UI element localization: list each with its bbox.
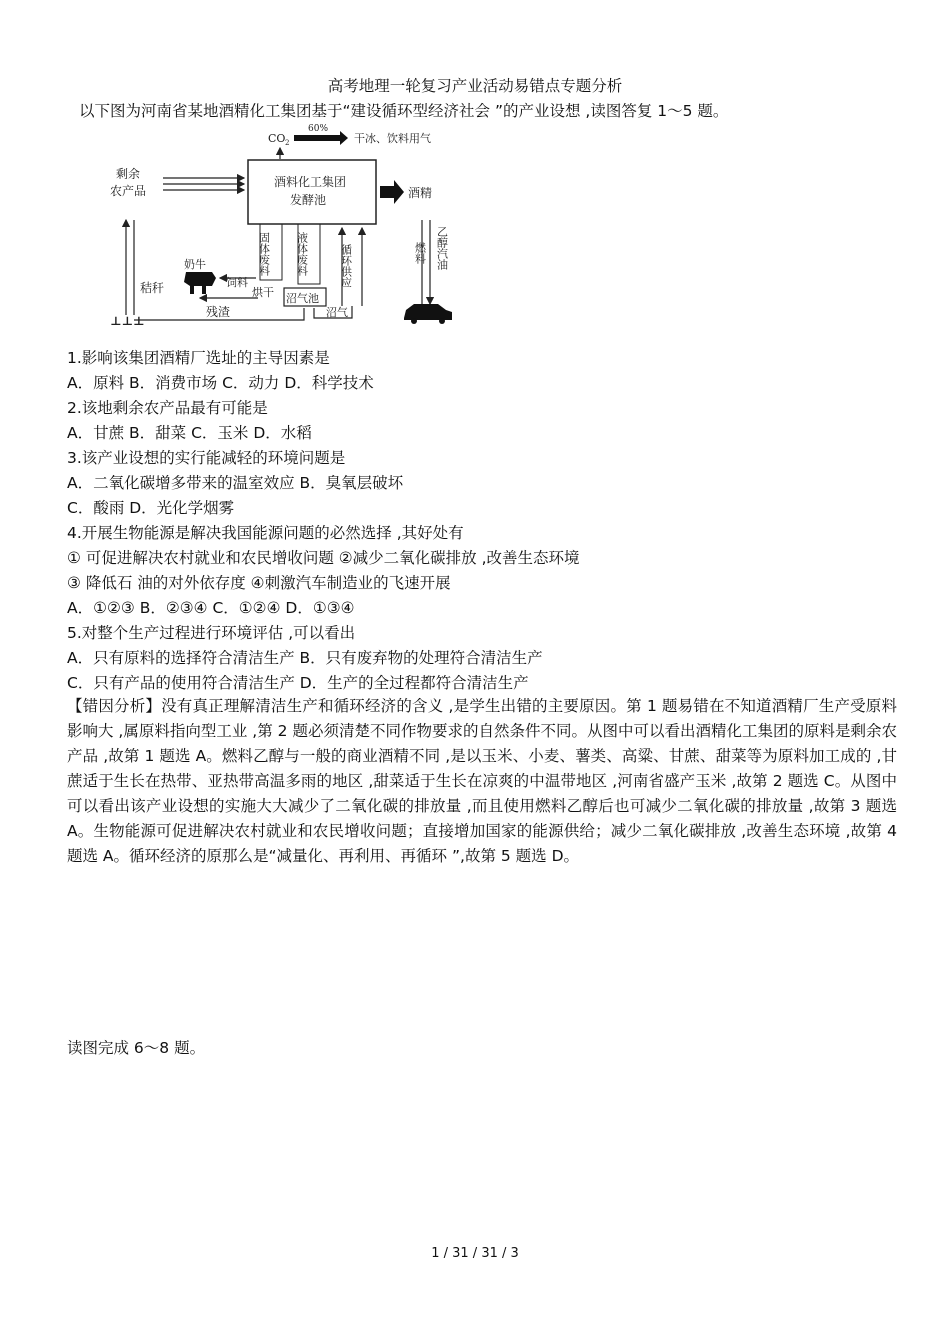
group-label-1: 酒料化工集团: [274, 175, 347, 189]
surplus-label-2: 农产品: [110, 184, 147, 198]
option-line: A．只有原料的选择符合清洁生产 B．只有废弃物的处理符合清洁生产: [67, 649, 543, 667]
option-line: A．①②③ B．②③④ C．①②④ D．①③④: [67, 599, 355, 617]
fermentation-box: [248, 160, 376, 224]
option-line: C．酸雨 D．光化学烟雾: [67, 499, 235, 517]
residue-label: 残渣: [206, 305, 231, 319]
circular-economy-diagram: [108, 120, 458, 330]
solid-waste-label: 固体废料: [257, 232, 271, 276]
question-line: 4.开展生物能源是解决我国能源问题的必然选择 ,其好处有: [67, 524, 464, 542]
cow-icon: [184, 272, 216, 294]
question-list: [67, 346, 897, 696]
cycle-supply-label: 循环供应: [339, 244, 353, 288]
statement-line: ① 可促进解决农村就业和农民增收问题 ②减少二氧化碳排放 ,改善生态环境: [67, 549, 580, 567]
cow-label: 奶牛: [184, 258, 206, 271]
drying-label: 烘干: [252, 286, 274, 299]
statement-line: ③ 降低石 油的对外依存度 ④刺激汽车制造业的飞速开展: [67, 574, 451, 592]
question-line: 1.影响该集团酒精厂选址的主导因素是: [67, 349, 330, 367]
alcohol-label: 酒精: [408, 186, 433, 200]
group-label-2: 发酵池: [290, 193, 327, 207]
co2-percent: 60%: [308, 124, 329, 134]
page-number: 1 / 31 / 31 / 3: [431, 1246, 519, 1261]
biogas-label: 沼气: [326, 306, 348, 319]
co2-label: CO: [268, 132, 286, 145]
ethanol-gasoline-label: 乙醇汽油: [435, 226, 449, 270]
straw-label: 秸秆: [140, 281, 165, 295]
option-line: C．只有产品的使用符合清洁生产 D．生产的全过程都符合清洁生产: [67, 674, 529, 692]
option-line: A．原料 B．消费市场 C．动力 D．科学技术: [67, 374, 374, 392]
option-line: A．甘蔗 B．甜菜 C．玉米 D．水稻: [67, 424, 312, 442]
document-title: 高考地理一轮复习产业活动易错点专题分析: [327, 77, 623, 95]
car-icon: [404, 304, 452, 320]
option-line: A．二氧化碳增多带来的温室效应 B．臭氧层破坏: [67, 474, 404, 492]
question-line: 3.该产业设想的实行能减轻的环境问题是: [67, 449, 346, 467]
feed-label: 饲料: [226, 276, 248, 289]
next-section-prompt: 读图完成 6～8 题。: [67, 1039, 206, 1057]
question-line: 2.该地剩余农产品最有可能是: [67, 399, 268, 417]
fuel-label: 燃料: [413, 242, 427, 264]
co2-subscript: 2: [285, 139, 290, 147]
surplus-label-1: 剩余: [116, 167, 141, 181]
error-analysis: 【错因分析】没有真正理解清洁生产和循环经济的含义 ,是学生出错的主要原因。第 1 题易错在不知道酒精厂生产受原料影响大 ,属原料指向型工业 ,第 2 题必须清楚不同作物要求的自然条件不同。从图中可以看出酒精化工集团的原料是剩余农产品 ,故第 1 题选 A。燃料乙醇与一般的商业酒精不同 ,是以玉米、小麦、薯类、高粱、甘蔗、甜菜等为原料加工成的 ,甘蔗适于生长在热带、亚热带高温多雨的地区 ,甜菜适于生长在凉爽的中温带地区 ,河南省盛产玉米 ,故第 2 题选 C。从图中可以看出该产业设想的实施大大减少了二氧化碳的排放量 ,而且使用燃料乙醇后也可减少二氧化碳的排放量 ,故第 3 题选 A。生物能源可促进解决农村就业和农民增收问题；直接增加国家的能源供给；减少二氧化碳排放 ,改善生态环境 ,故第 4 题选 A。循环经济的原那么是“减量化、再利用、再循环 ”,故第 5 题选 D。: [67, 697, 897, 865]
alcohol-thick-arrow: [380, 180, 404, 204]
liquid-waste-label: 液体废料: [295, 232, 309, 276]
crops-icon: ⊥⊥⊥: [110, 314, 145, 328]
biogas-pool-label: 沼气池: [286, 292, 319, 305]
dry-ice-label: 干冰、饮料用气: [354, 132, 431, 145]
intro-text: 以下图为河南省某地酒精化工集团基于“建设循环型经济社会 ”的产业设想 ,读图答复 1～5 题。: [79, 102, 729, 120]
question-line: 5.对整个生产过程进行环境评估 ,可以看出: [67, 624, 356, 642]
